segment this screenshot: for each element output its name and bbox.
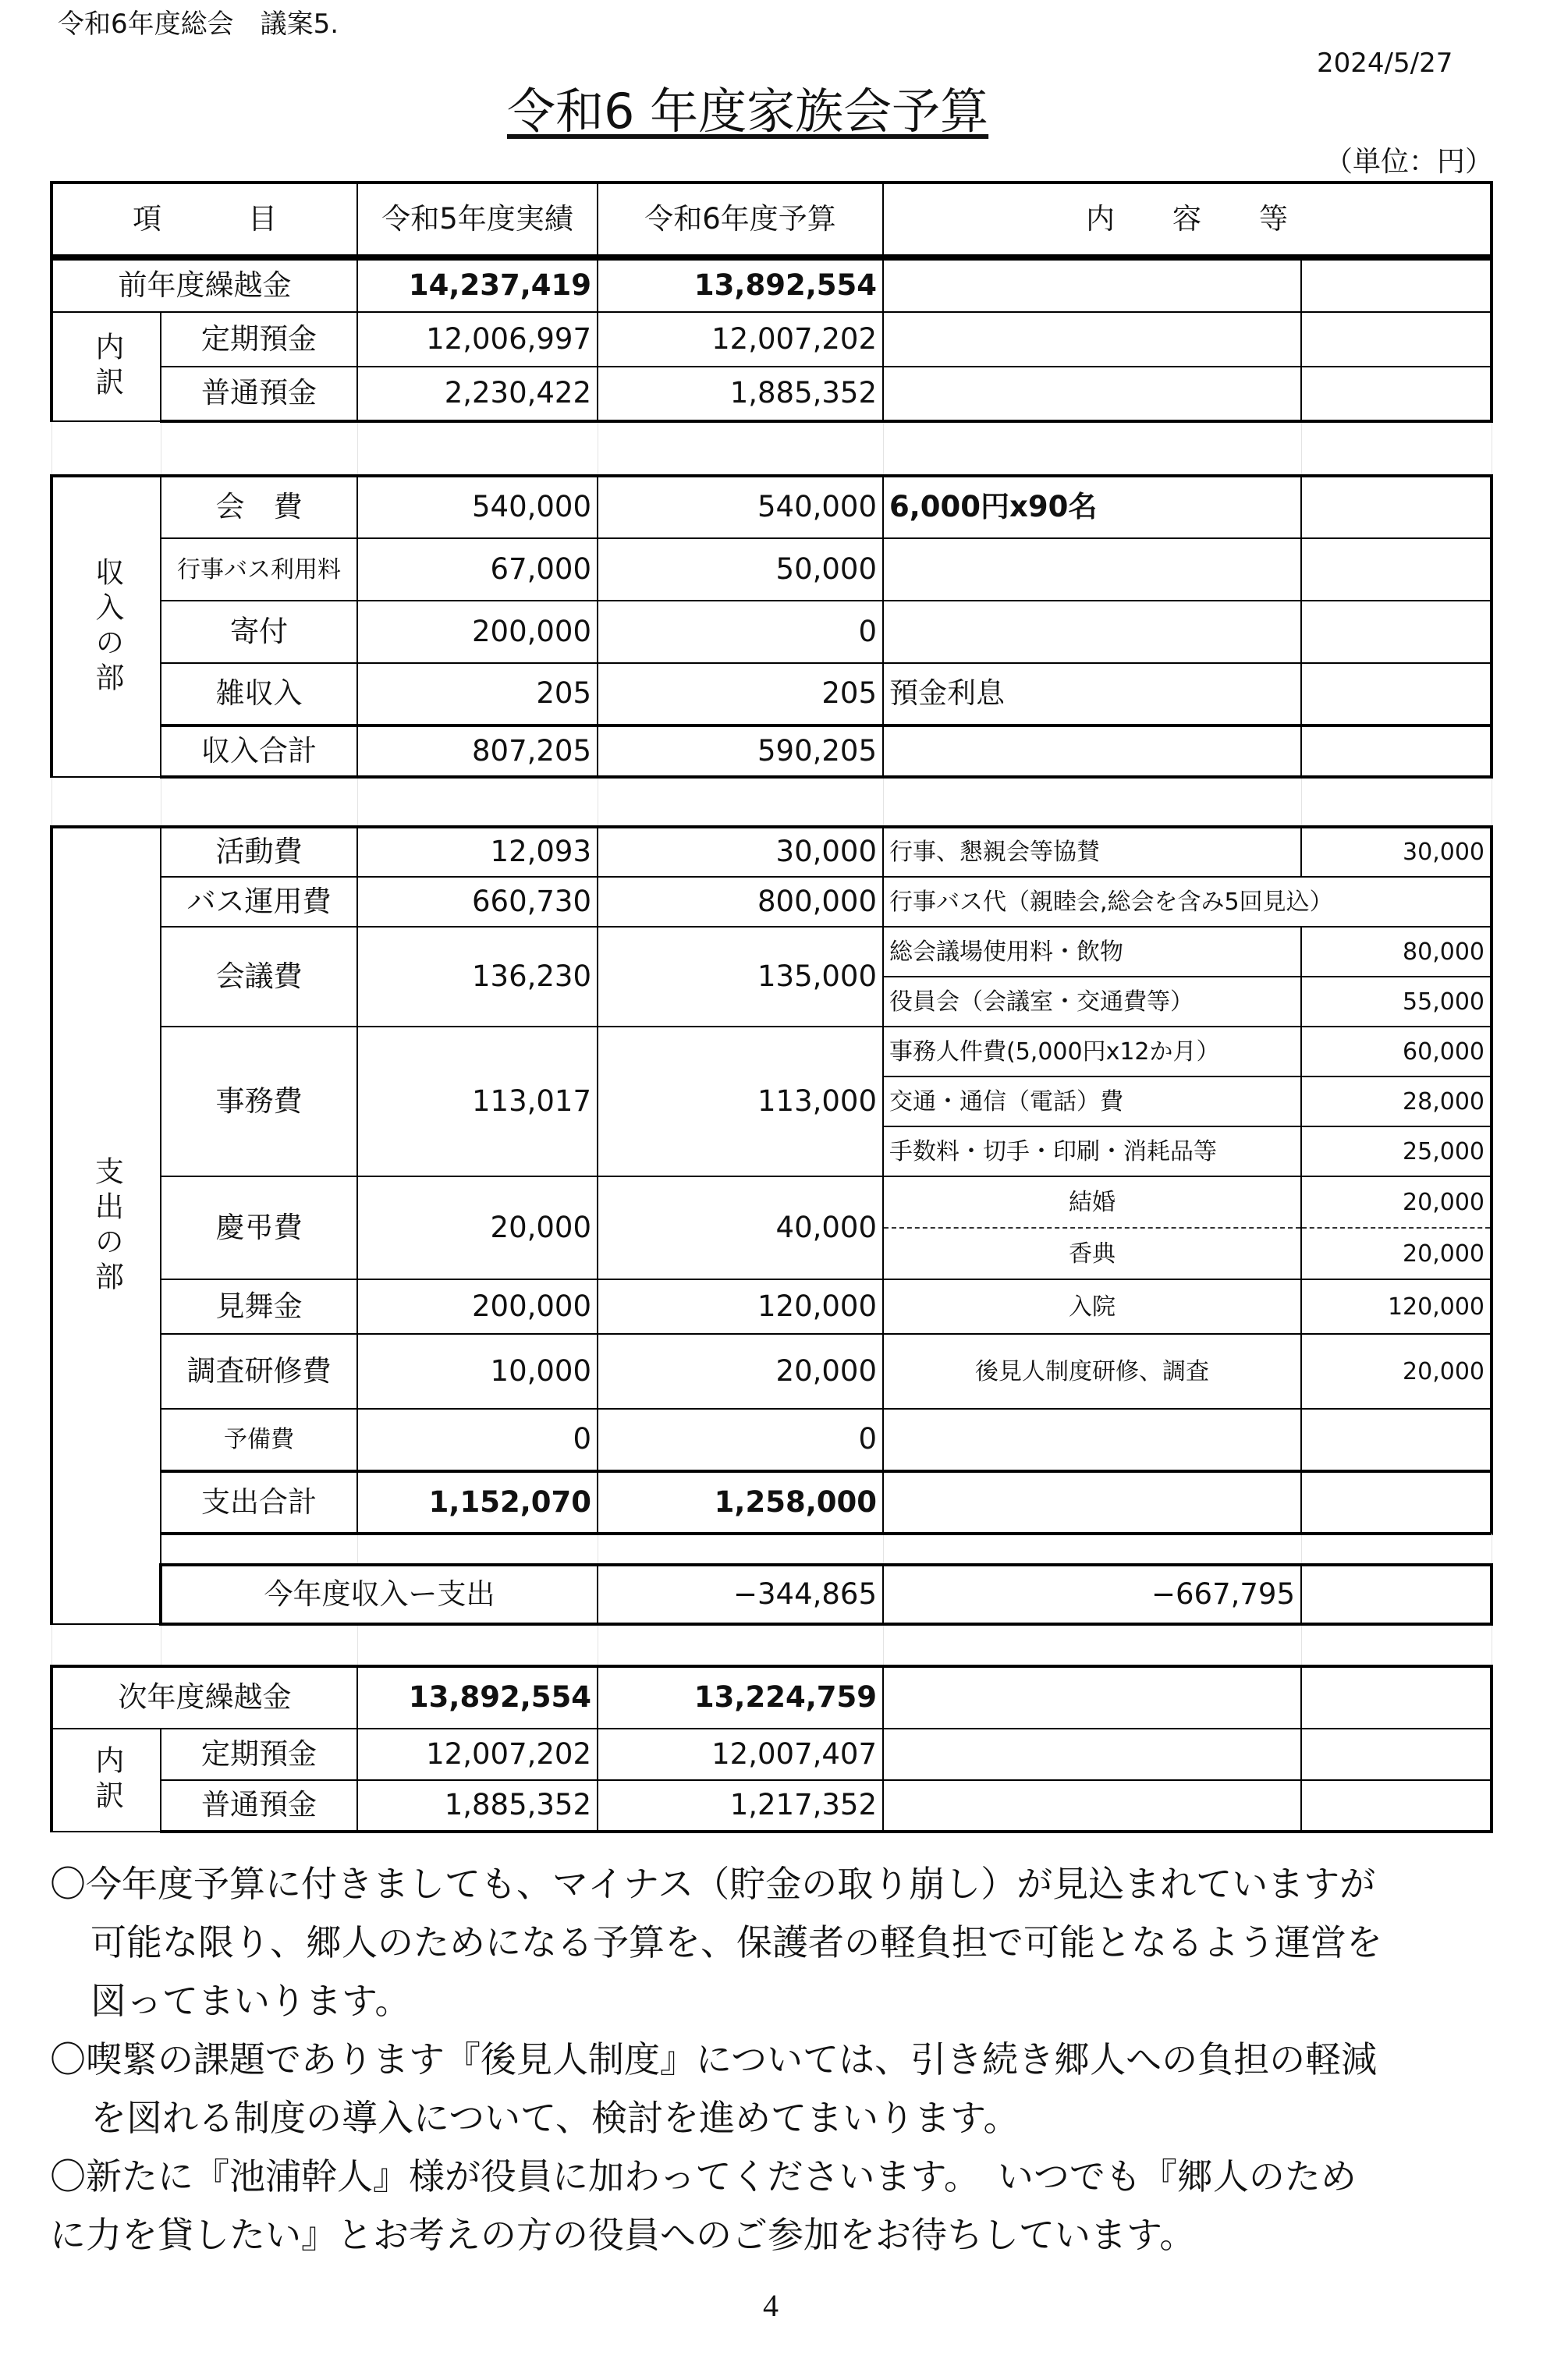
income-budget: 540,000 <box>598 476 883 538</box>
column-header-budget: 令和6年度予算 <box>598 183 883 256</box>
normal-deposit-label: 普通預金 <box>161 367 357 421</box>
expense-row <box>51 1409 1492 1471</box>
income-total-row <box>51 725 1492 777</box>
income-prev: 205 <box>357 663 598 725</box>
fixed-deposit-prev: 12,007,202 <box>357 1729 598 1780</box>
normal-deposit-budget: 1,217,352 <box>598 1780 883 1832</box>
carryover-prev-budget: 13,892,554 <box>598 259 883 312</box>
expense-amount: 80,000 <box>1301 927 1492 977</box>
expense-total-budget: 1,258,000 <box>598 1471 883 1534</box>
carryover-prev-row <box>51 259 1492 312</box>
expense-total-label: 支出合計 <box>161 1471 357 1534</box>
expense-section-label: 支出の部 <box>51 827 161 1624</box>
expense-note: 事務人件費(5,000円x12か月） <box>883 1027 1301 1076</box>
expense-amount: 20,000 <box>1301 1228 1492 1279</box>
expense-prev: 20,000 <box>357 1176 598 1279</box>
unit-label: （単位：円） <box>1325 146 1494 178</box>
income-label: 雑収入 <box>161 663 357 725</box>
expense-budget: 120,000 <box>598 1279 883 1334</box>
expense-budget: 40,000 <box>598 1176 883 1279</box>
expense-row <box>51 827 1492 877</box>
expense-amount: 60,000 <box>1301 1027 1492 1076</box>
expense-row <box>51 1027 1492 1076</box>
expense-label: 調査研修費 <box>161 1334 357 1409</box>
column-header-prev: 令和5年度実績 <box>357 183 598 256</box>
expense-note: 行事、懇親会等協賛 <box>883 827 1301 877</box>
expense-label: 慶弔費 <box>161 1176 357 1279</box>
income-prev: 540,000 <box>357 476 598 538</box>
balance-prev: −344,865 <box>598 1565 883 1624</box>
breakdown-label: 内訳 <box>51 312 161 421</box>
note-line: 〇新たに『池浦幹人』様が役員に加わってくださいます。 いつでも『郷人のため <box>50 2155 1357 2197</box>
income-label: 会 費 <box>161 476 357 538</box>
balance-label: 今年度収入ー支出 <box>161 1565 598 1624</box>
page-title: 令和6 年度家族会予算 <box>507 83 989 140</box>
balance-row <box>51 1565 1492 1624</box>
income-row <box>51 601 1492 663</box>
expense-label: 活動費 <box>161 827 357 877</box>
income-row <box>51 476 1492 538</box>
note-line: 図ってまいります。 <box>90 1980 411 2022</box>
expense-note: 結婚 <box>883 1176 1301 1228</box>
expense-prev: 0 <box>357 1409 598 1471</box>
income-budget: 205 <box>598 663 883 725</box>
expense-label: 会議費 <box>161 927 357 1027</box>
expense-note: 総会議場使用料・飲物 <box>883 927 1301 977</box>
expense-amount: 20,000 <box>1301 1176 1492 1228</box>
expense-budget: 113,000 <box>598 1027 883 1176</box>
income-budget: 50,000 <box>598 538 883 601</box>
page-number: 4 <box>763 2288 779 2323</box>
expense-note: 入院 <box>883 1279 1301 1334</box>
carryover-prev-prev: 14,237,419 <box>357 259 598 312</box>
expense-row <box>51 927 1492 977</box>
notes-block <box>50 1855 1493 2265</box>
carryover-next-normal-row <box>51 1780 1492 1832</box>
expense-row <box>51 1334 1492 1409</box>
normal-deposit-budget: 1,885,352 <box>598 367 883 421</box>
carryover-prev-fixed-row <box>51 312 1492 367</box>
expense-label: 事務費 <box>161 1027 357 1176</box>
expense-prev: 660,730 <box>357 877 598 927</box>
income-total-label: 収入合計 <box>161 725 357 777</box>
expense-budget: 0 <box>598 1409 883 1471</box>
carryover-next-budget: 13,224,759 <box>598 1666 883 1729</box>
income-row <box>51 663 1492 725</box>
expense-note: 役員会（会議室・交通費等） <box>883 977 1301 1027</box>
expense-budget: 135,000 <box>598 927 883 1027</box>
carryover-prev-normal-row <box>51 367 1492 421</box>
agenda-label: 令和6年度総会 議案5. <box>58 9 339 40</box>
expense-label: 予備費 <box>161 1409 357 1471</box>
breakdown-label: 内訳 <box>51 1729 161 1832</box>
income-row <box>51 538 1492 601</box>
note-line: に力を貸したい』とお考えの方の役員へのご参加をお待ちしています。 <box>50 2214 1196 2256</box>
note-line: 〇喫緊の課題であります『後見人制度』については、引き続き郷人への負担の軽減 <box>50 2038 1378 2080</box>
column-header-row <box>51 183 1492 256</box>
income-section-label: 収入の部 <box>51 476 161 777</box>
expense-prev: 200,000 <box>357 1279 598 1334</box>
carryover-next-prev: 13,892,554 <box>357 1666 598 1729</box>
carryover-next-row <box>51 1666 1492 1729</box>
expense-amount: 28,000 <box>1301 1076 1492 1126</box>
income-label: 行事バス利用料 <box>161 538 357 601</box>
balance-budget: −667,795 <box>883 1565 1301 1624</box>
income-note: 預金利息 <box>883 663 1301 725</box>
income-budget: 0 <box>598 601 883 663</box>
note-line: 可能な限り、郷人のためになる予算を、保護者の軽負担で可能となるよう運営を <box>90 1921 1382 1963</box>
column-header-item: 項 目 <box>51 183 357 256</box>
expense-note: 手数料・切手・印刷・消耗品等 <box>883 1126 1301 1176</box>
expense-amount: 20,000 <box>1301 1334 1492 1409</box>
document-date: 2024/5/27 <box>1317 48 1453 79</box>
note-line: を図れる制度の導入について、検討を進めてまいります。 <box>90 2097 1020 2139</box>
note-line: 〇今年度予算に付きましても、マイナス（貯金の取り崩し）が見込まれていますが <box>50 1863 1376 1905</box>
expense-total-row <box>51 1471 1492 1534</box>
carryover-next-label: 次年度繰越金 <box>51 1666 357 1729</box>
fixed-deposit-budget: 12,007,202 <box>598 312 883 367</box>
expense-row <box>51 1279 1492 1334</box>
fixed-deposit-budget: 12,007,407 <box>598 1729 883 1780</box>
expense-amount: 120,000 <box>1301 1279 1492 1334</box>
income-prev: 67,000 <box>357 538 598 601</box>
income-label: 寄付 <box>161 601 357 663</box>
expense-note: 交通・通信（電話）費 <box>883 1076 1301 1126</box>
expense-note: 香典 <box>883 1228 1301 1279</box>
expense-prev: 113,017 <box>357 1027 598 1176</box>
expense-budget: 20,000 <box>598 1334 883 1409</box>
income-prev: 200,000 <box>357 601 598 663</box>
carryover-prev-label: 前年度繰越金 <box>51 259 357 312</box>
fixed-deposit-prev: 12,006,997 <box>357 312 598 367</box>
expense-prev: 136,230 <box>357 927 598 1027</box>
expense-amount: 25,000 <box>1301 1126 1492 1176</box>
normal-deposit-prev: 2,230,422 <box>357 367 598 421</box>
expense-amount: 30,000 <box>1301 827 1492 877</box>
expense-row <box>51 1176 1492 1228</box>
expense-note: 後見人制度研修、調査 <box>883 1334 1301 1409</box>
expense-budget: 30,000 <box>598 827 883 877</box>
expense-total-prev: 1,152,070 <box>357 1471 598 1534</box>
expense-budget: 800,000 <box>598 877 883 927</box>
expense-label: 見舞金 <box>161 1279 357 1334</box>
fixed-deposit-label: 定期預金 <box>161 312 357 367</box>
fixed-deposit-label: 定期預金 <box>161 1729 357 1780</box>
budget-table <box>50 181 1493 1833</box>
expense-amount: 55,000 <box>1301 977 1492 1027</box>
income-total-budget: 590,205 <box>598 725 883 777</box>
income-note: 6,000円x90名 <box>883 476 1301 538</box>
expense-prev: 12,093 <box>357 827 598 877</box>
normal-deposit-prev: 1,885,352 <box>357 1780 598 1832</box>
expense-row <box>51 877 1492 927</box>
normal-deposit-label: 普通預金 <box>161 1780 357 1832</box>
income-total-prev: 807,205 <box>357 725 598 777</box>
expense-prev: 10,000 <box>357 1334 598 1409</box>
column-header-content: 内 容 等 <box>883 183 1492 256</box>
carryover-next-fixed-row <box>51 1729 1492 1780</box>
expense-note: 行事バス代（親睦会,総会を含み5回見込） <box>883 877 1492 927</box>
expense-label: バス運用費 <box>161 877 357 927</box>
